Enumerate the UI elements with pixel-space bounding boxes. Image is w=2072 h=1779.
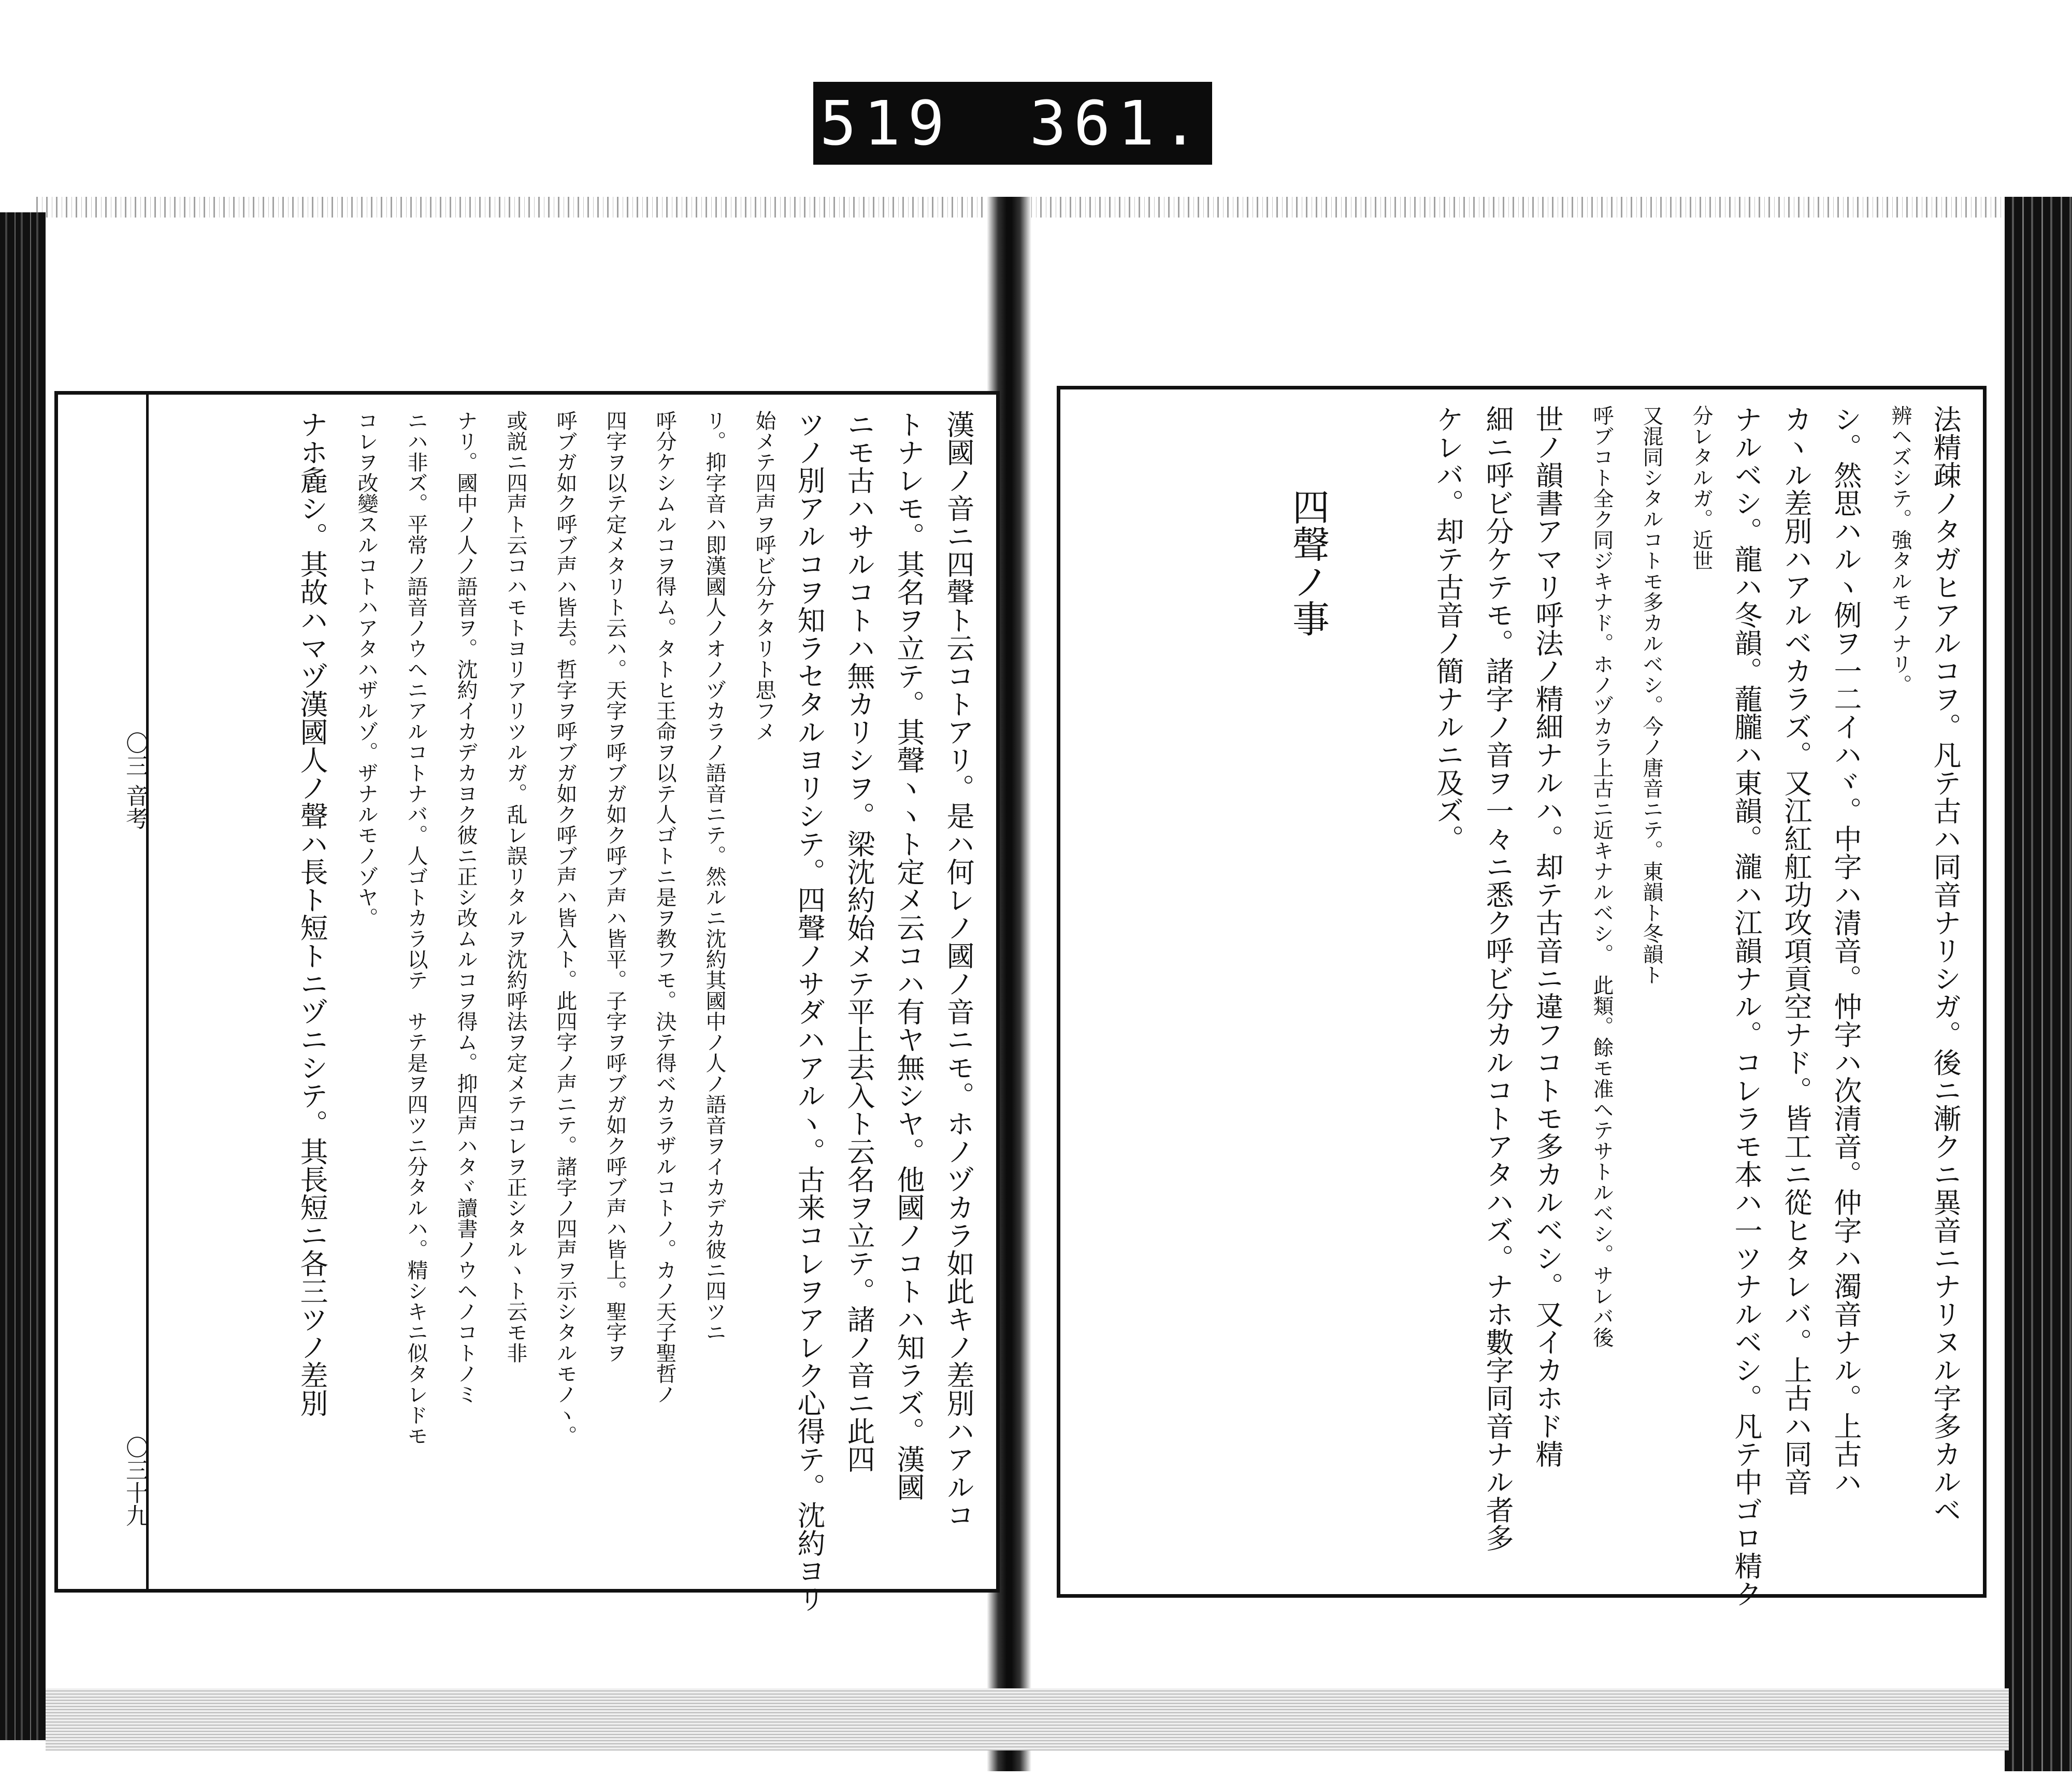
text-column: 分レタルガ。近世 — [1689, 405, 1713, 571]
text-column: コレヲ改變スルコトハアタハザルゾ。ザナルモノゾヤ。 — [354, 410, 378, 928]
text-column: 辨ヘズシテ。強タルモノナリ。 — [1888, 405, 1912, 695]
section-heading: 四聲ノ事 — [1286, 488, 1330, 637]
right-book-edge — [2005, 197, 2072, 1771]
text-column: ツノ別アルコヲ知ラセタルヨリシテ。四聲ノサダハアルヽ。古来コレヲアレク心得テ。沈約ヨリ — [793, 410, 826, 1613]
text-column: ニモ古ハサルコトハ無カリシヲ。梁沈約始メテ平上去入ト云名ヲ立テ。諸ノ音ニ此四 — [843, 410, 875, 1473]
text-column: トナレモ。其名ヲ立テ。其聲ヽヽト定メ云コハ有ヤ無シヤ。他國ノコトハ知ラズ。漢國 — [893, 410, 925, 1501]
text-column: 呼ブガ如ク呼ブ声ハ皆去。哲字ヲ呼ブガ如ク呼ブ声ハ皆入ト。此四字ノ声ニテ。諸字ノ四声ヲ示シタルモノヽ。 — [553, 410, 577, 1446]
text-column: 世ノ韻書アマリ呼法ノ精細ナルハ。却テ古音ニ違フコトモ多カルベシ。又イカホド精 — [1531, 405, 1564, 1468]
page-number: 〇三十九 — [122, 1436, 148, 1527]
left-book-edge — [0, 212, 46, 1740]
text-column: ナルベシ。龍ハ冬韻。蘢朧ハ東韻。瀧ハ江韻ナル。コレラモ本ハ一ツナルベシ。凡テ中ゴロ精ク — [1730, 405, 1763, 1608]
text-column: 又混同シタルコトモ多カルベシ。今ノ唐音ニテ。東韻ト冬韻ト — [1639, 405, 1663, 985]
left-page — [54, 391, 1000, 1613]
margin-title: 〇三 音考 — [122, 731, 148, 830]
text-column: 四字ヲ以テ定メタリト云ハ。天字ヲ呼ブガ如ク呼ブ声ハ皆平。子字ヲ呼ブガ如ク呼ブ声ハ皆上。聖字ヲ — [603, 410, 627, 1363]
left-text-columns — [156, 410, 975, 1613]
text-column: カヽル差別ハアルベカラズ。又江紅舡功攻項貢空ナド。皆工ニ從ヒタレバ。上古ハ同音 — [1780, 405, 1812, 1496]
text-column: 漢國ノ音ニ四聲ト云コトアリ。是ハ何レノ國ノ音ニモ。ホノヅカラ如此キノ差別ハアルコ — [942, 410, 975, 1529]
text-column: 始メテ四声ヲ呼ビ分ケタリト思フメ — [752, 410, 776, 742]
right-page — [1057, 386, 1987, 1608]
text-column: ナホ麁シ。其故ハマヅ漢國人ノ聲ハ長ト短トニヅニシテ。其長短ニ各三ツノ差別 — [296, 410, 328, 1417]
catalog-number-left: 519 — [819, 88, 952, 159]
open-book — [0, 197, 2072, 1771]
text-column: ニハ非ズ。平常ノ語音ノウヘニアルコトナバ。人ゴトカラ以テ サテ是ヲ四ツニ分タルハ。精シキニ似タレドモ — [404, 410, 428, 1446]
left-margin-rule — [146, 395, 149, 1589]
text-column: ケレバ。却テ古音ノ簡ナルニ及ズ。 — [1432, 405, 1464, 852]
bottom-page-edges — [46, 1688, 2009, 1751]
text-column: シ。然思ハルヽ例ヲ一二イハヾ。中字ハ清音。忡字ハ次清音。仲字ハ濁音ナル。上古ハ — [1830, 405, 1862, 1496]
text-column: 法精疎ノタガヒアルコヲ。凡テ古ハ同音ナリシガ。後ニ漸クニ異音ニナリヌル字多カルベ — [1929, 405, 1962, 1524]
column-spacer — [1332, 405, 1415, 1586]
text-column: 或説ニ四声ト云コハモトヨリアリツルガ。乱レ誤リタルヲ沈約呼法ヲ定メテコレヲ正シタルヽト云モ非 — [503, 410, 527, 1363]
right-text-columns — [1081, 405, 1962, 1608]
text-column: リ。抑字音ハ即漢國人ノオノヅカラノ語音ニテ。然ルニ沈約其國中ノ人ノ語音ヲイカデカ彼ニ四ツニ — [702, 410, 726, 1342]
text-column: 呼分ケシムルコヲ得ム。タトヒ王命ヲ以テ人ゴトニ是ヲ教フモ。決テ得ベカラザルコトノ。カノ天子聖哲ノ — [653, 410, 677, 1405]
text-column: ナリ。國中ノ人ノ語音ヲ。沈約イカデカヨク彼ニ正シ改ムルコヲ得ム。抑四声ハタヾ讀書ノウヘノコトノミ — [454, 410, 478, 1405]
text-column: 呼ブコト全ク同ジキナド。ホノヅカラ上古ニ近キナルベシ。 此類。餘モ准ヘテサトルベシ。サレバ後 — [1590, 405, 1614, 1348]
catalog-label — [813, 82, 1212, 165]
catalog-number-right: 361. — [1029, 88, 1206, 159]
text-column: 細ニ呼ビ分ケテモ。諸字ノ音ヲ一々ニ悉ク呼ビ分カルコトアタハズ。ナホ數字同音ナル者多 — [1481, 405, 1514, 1552]
